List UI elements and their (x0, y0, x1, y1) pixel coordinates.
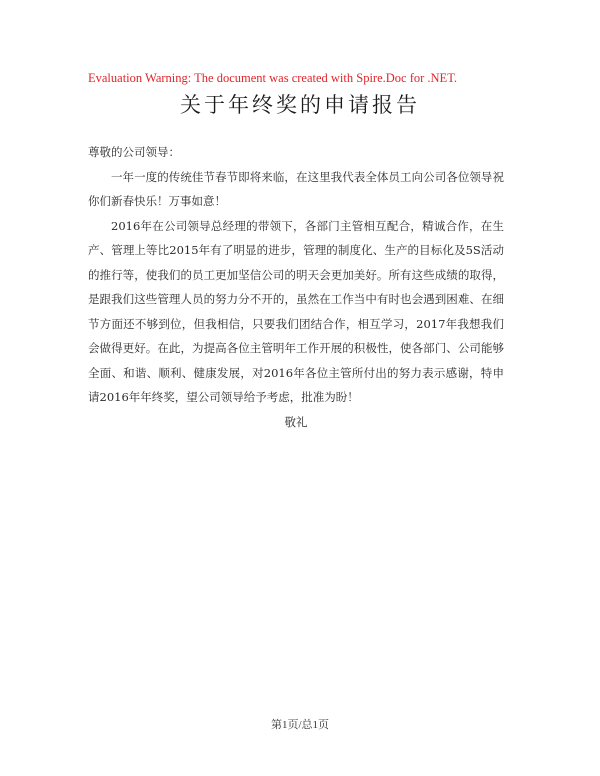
paragraph-1: 一年一度的传统佳节春节即将来临，在这里我代表全体员工向公司各位领导祝你们新春快乐！万事如意！ (88, 169, 504, 208)
greeting-line: 尊敬的公司领导： (88, 145, 180, 159)
evaluation-warning: Evaluation Warning: The document was created with Spire.Doc for .NET. (88, 71, 458, 85)
closing-salutation: 敬礼 (284, 414, 308, 429)
paragraph-2: 2016年在公司领导总经理的带领下，各部门主管相互配合，精诚合作，在生产、管理上等比2015年有了明显的进步，管理的制度化、生产的目标化及5S活动的推行等，使我们的员工更加坚信公司的明天会更加美好。所有这些成绩的取得，是跟我们这些管理人员的努力分不开的，虽然在工作当中有时也会遇到困难、在细节方面还不够到位，但我相信，只要我们团结合作，相互学习，2017年我想我们会做得更好。在此，为提高各位主管明年工作开展的积极性，使各部门、公司能够全面、和谐、顺利、健康发展，对2016年各位主管所付出的努力表示感谢，特申请2016年年终奖，望公司领导给予考虑，批准为盼！ (88, 218, 504, 404)
document-body (88, 140, 504, 434)
document-title: 关于年终奖的申请报告 (180, 93, 420, 117)
page-number-footer: 第1页/总1页 (270, 719, 330, 731)
